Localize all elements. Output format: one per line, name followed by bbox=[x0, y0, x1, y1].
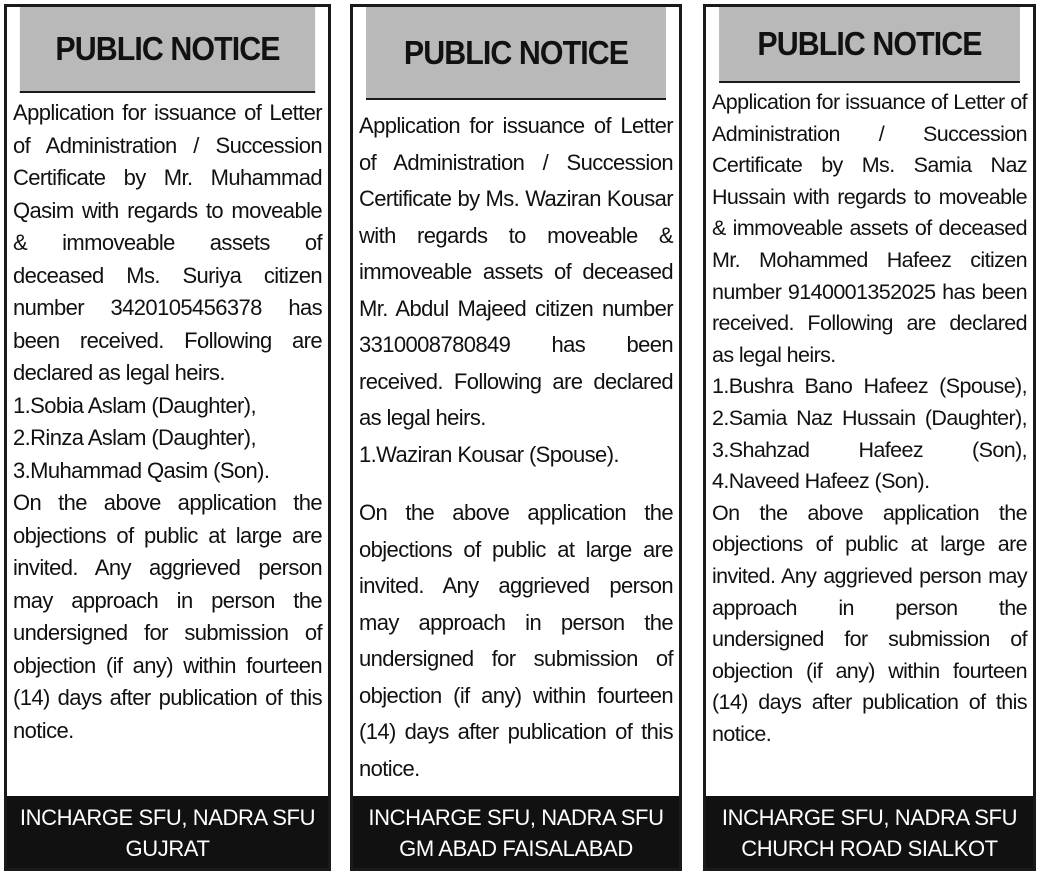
notice-title: PUBLIC NOTICE bbox=[403, 33, 629, 71]
application-text: Application for issuance of Letter of Administration / Succession Certificate by Ms. Waziran Kousar with regards to moveable & immoveable assets of deceased Mr. Abdul Majeed citizen number 3310008780849 has been received. Following are declared as legal heirs. bbox=[359, 113, 673, 430]
heir-item: 1.Sobia Aslam (Daughter), bbox=[13, 392, 257, 418]
public-notice-gujrat bbox=[4, 4, 331, 871]
notice-footer bbox=[706, 796, 1033, 868]
notice-body bbox=[353, 100, 679, 796]
notice-title-bar bbox=[719, 7, 1020, 83]
heir-item: 2.Rinza Aslam (Daughter), bbox=[13, 425, 256, 450]
footer-office: INCHARGE SFU, NADRA SFU bbox=[19, 805, 316, 830]
objection-text: On the above application the objections of public at large are invited. Any aggrieved person may approach in person the undersigned for submission of objection (if any) within fourteen (14) days after publication of this notice. bbox=[13, 490, 322, 743]
public-notice-sialkot bbox=[703, 4, 1036, 871]
application-text: Application for issuance of Letter of Administration / Succession Certificate by Ms. Samia Naz Hussain with regards to moveable & immoveable assets of deceased Mr. Mohammed Hafeez citizen number 9140001352025 has been received. Following are declared as legal heirs. bbox=[712, 90, 1027, 367]
heir-item: 1.Bushra Bano Hafeez (Spouse), 2.Samia Naz Hussain (Daughter), 3.Shahzad Hafeez (Son), 4.Naveed Hafeez (Son). bbox=[712, 374, 1027, 494]
objection-text: On the above application the objections of public at large are invited. Any aggrieved person may approach in person the undersigned for submission of objection (if any) within fourteen (14) days after publication of this notice. bbox=[712, 500, 1027, 746]
notice-title-bar bbox=[20, 7, 315, 93]
notice-title: PUBLIC NOTICE bbox=[55, 30, 280, 67]
footer-office: INCHARGE SFU, NADRA SFU bbox=[368, 805, 664, 830]
heir-item: 3.Muhammad Qasim (Son). bbox=[13, 457, 270, 483]
footer-location: GUJRAT bbox=[125, 836, 210, 861]
footer-office: INCHARGE SFU, NADRA SFU bbox=[721, 805, 1018, 830]
notice-title-bar bbox=[366, 7, 666, 100]
paragraph-gap bbox=[359, 473, 673, 495]
public-notice-faisalabad bbox=[350, 4, 682, 871]
notice-title: PUBLIC NOTICE bbox=[757, 25, 982, 62]
heir-item: 1.Waziran Kousar (Spouse). bbox=[359, 441, 619, 467]
notice-footer bbox=[7, 796, 328, 868]
footer-location: CHURCH ROAD SIALKOT bbox=[741, 836, 998, 861]
application-text: Application for issuance of Letter of Administration / Succession Certificate by Mr. Muhammad Qasim with regards to moveable & immoveable assets of deceased Ms. Suriya citizen number 3420105456378 has been received. Following are declared as legal heirs. bbox=[13, 100, 322, 385]
notice-footer bbox=[353, 796, 679, 868]
footer-location: GM ABAD FAISALABAD bbox=[399, 836, 633, 861]
notice-body bbox=[706, 83, 1033, 796]
notice-body bbox=[7, 93, 328, 796]
objection-text: On the above application the objections of public at large are invited. Any aggrieved person may approach in person the undersigned for submission of objection (if any) within fourteen (14) days after publication of this notice. bbox=[359, 500, 673, 781]
